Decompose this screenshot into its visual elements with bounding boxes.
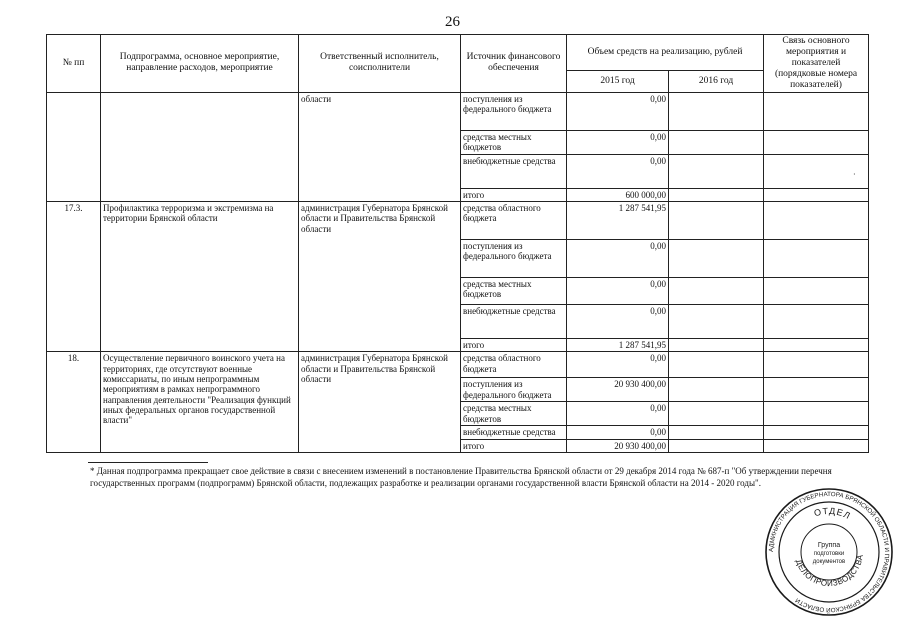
value-2015-total: 20 930 400,00 [567, 439, 669, 452]
source-cell: средства местных бюджетов [461, 130, 567, 154]
value-2015: 0,00 [567, 92, 669, 130]
value-2015: 0,00 [567, 154, 669, 188]
source-cell: поступления из федерального бюджета [461, 92, 567, 130]
stamp-dept-text: ОТДЕЛ [812, 505, 853, 522]
source-cell: внебюджетные средства [461, 154, 567, 188]
value-2015-total: 1 287 541,95 [567, 338, 669, 351]
value-2015: 0,00 [567, 130, 669, 154]
stamp-dept2-text: ДЕЛОПРОИЗВОДСТВА [794, 553, 865, 589]
row-number: 17.3. [47, 201, 101, 351]
executor-cell: администрация Губернатора Брянской области и Правительства Брянской области [299, 352, 461, 453]
stamp-group-line3: документов [812, 559, 846, 565]
header-program: Подпрограмма, основное мероприятие, направление расходов, мероприятие [101, 35, 299, 93]
program-cell: Осуществление первичного воинского учета на территориях, где отсутствуют военные комиссариаты, по иным непрограммным мероприятиям в рамках непрограммного направления деятельности "Реализация функций иных федеральных органов государственной власти" [101, 352, 299, 453]
footnote: * Данная подпрограмма прекращает свое действие в связи с внесением изменений в постановление Правительства Брянской области от 29 декабря 2014 года № 687-п "Об утверждении перечня государственных программ (подпрограмм) Брянской области, подлежащих разработке и реализации органами государственной власти Брянской области на 2014 - 2020 годы". [90, 466, 832, 488]
value-2015-total: 600 000,00 [567, 188, 669, 201]
source-cell: средства областного бюджета [461, 352, 567, 378]
header-volume: Объем средств на реализацию, рублей [567, 35, 764, 71]
source-cell: средства областного бюджета [461, 201, 567, 239]
source-total: итого [461, 439, 567, 452]
header-2016: 2016 год [669, 71, 764, 93]
value-2015: 0,00 [567, 352, 669, 378]
row-number: 18. [47, 352, 101, 453]
header-executor: Ответственный исполнитель, соисполнители [299, 35, 461, 93]
value-2015: 0,00 [567, 426, 669, 439]
source-total: итого [461, 338, 567, 351]
value-2015: 0,00 [567, 304, 669, 338]
value-2015: 1 287 541,95 [567, 201, 669, 239]
value-2015: 0,00 [567, 402, 669, 426]
stamp-outer-text: АДМИНИСТРАЦИЯ ГУБЕРНАТОРА БРЯНСКОЙ ОБЛАСТИ И ПРАВИТЕЛЬСТВА БРЯНСКОЙ ОБЛАСТИ [767, 490, 891, 614]
header-source: Источник финансового обеспечения [461, 35, 567, 93]
executor-cell: администрация Губернатора Брянской области и Правительства Брянской области [299, 201, 461, 351]
header-link: Связь основного мероприятия и показателей (порядковые номера показателей) [764, 35, 869, 93]
program-cell: Профилактика терроризма и экстремизма на территории Брянской области [101, 201, 299, 351]
page-number: 26 [445, 14, 460, 30]
executor-cell: области [299, 92, 461, 201]
table-row [47, 92, 869, 130]
stamp-group-line2: подготовки [813, 551, 845, 557]
stray-dot: · [853, 170, 856, 179]
footnote-divider [88, 462, 208, 463]
source-cell: средства местных бюджетов [461, 277, 567, 304]
budget-table [46, 34, 869, 453]
source-cell: внебюджетные средства [461, 304, 567, 338]
stamp-group-line1: Группа [817, 542, 841, 549]
value-2015: 0,00 [567, 239, 669, 277]
table-row [47, 352, 869, 378]
source-cell: поступления из федерального бюджета [461, 378, 567, 402]
value-2015: 20 930 400,00 [567, 378, 669, 402]
source-cell: средства местных бюджетов [461, 402, 567, 426]
header-num: № пп [47, 35, 101, 93]
table-row [47, 201, 869, 239]
value-2015: 0,00 [567, 277, 669, 304]
header-2015: 2015 год [567, 71, 669, 93]
source-cell: поступления из федерального бюджета [461, 239, 567, 277]
source-cell: внебюджетные средства [461, 426, 567, 439]
office-stamp [764, 487, 894, 617]
source-total: итого [461, 188, 567, 201]
